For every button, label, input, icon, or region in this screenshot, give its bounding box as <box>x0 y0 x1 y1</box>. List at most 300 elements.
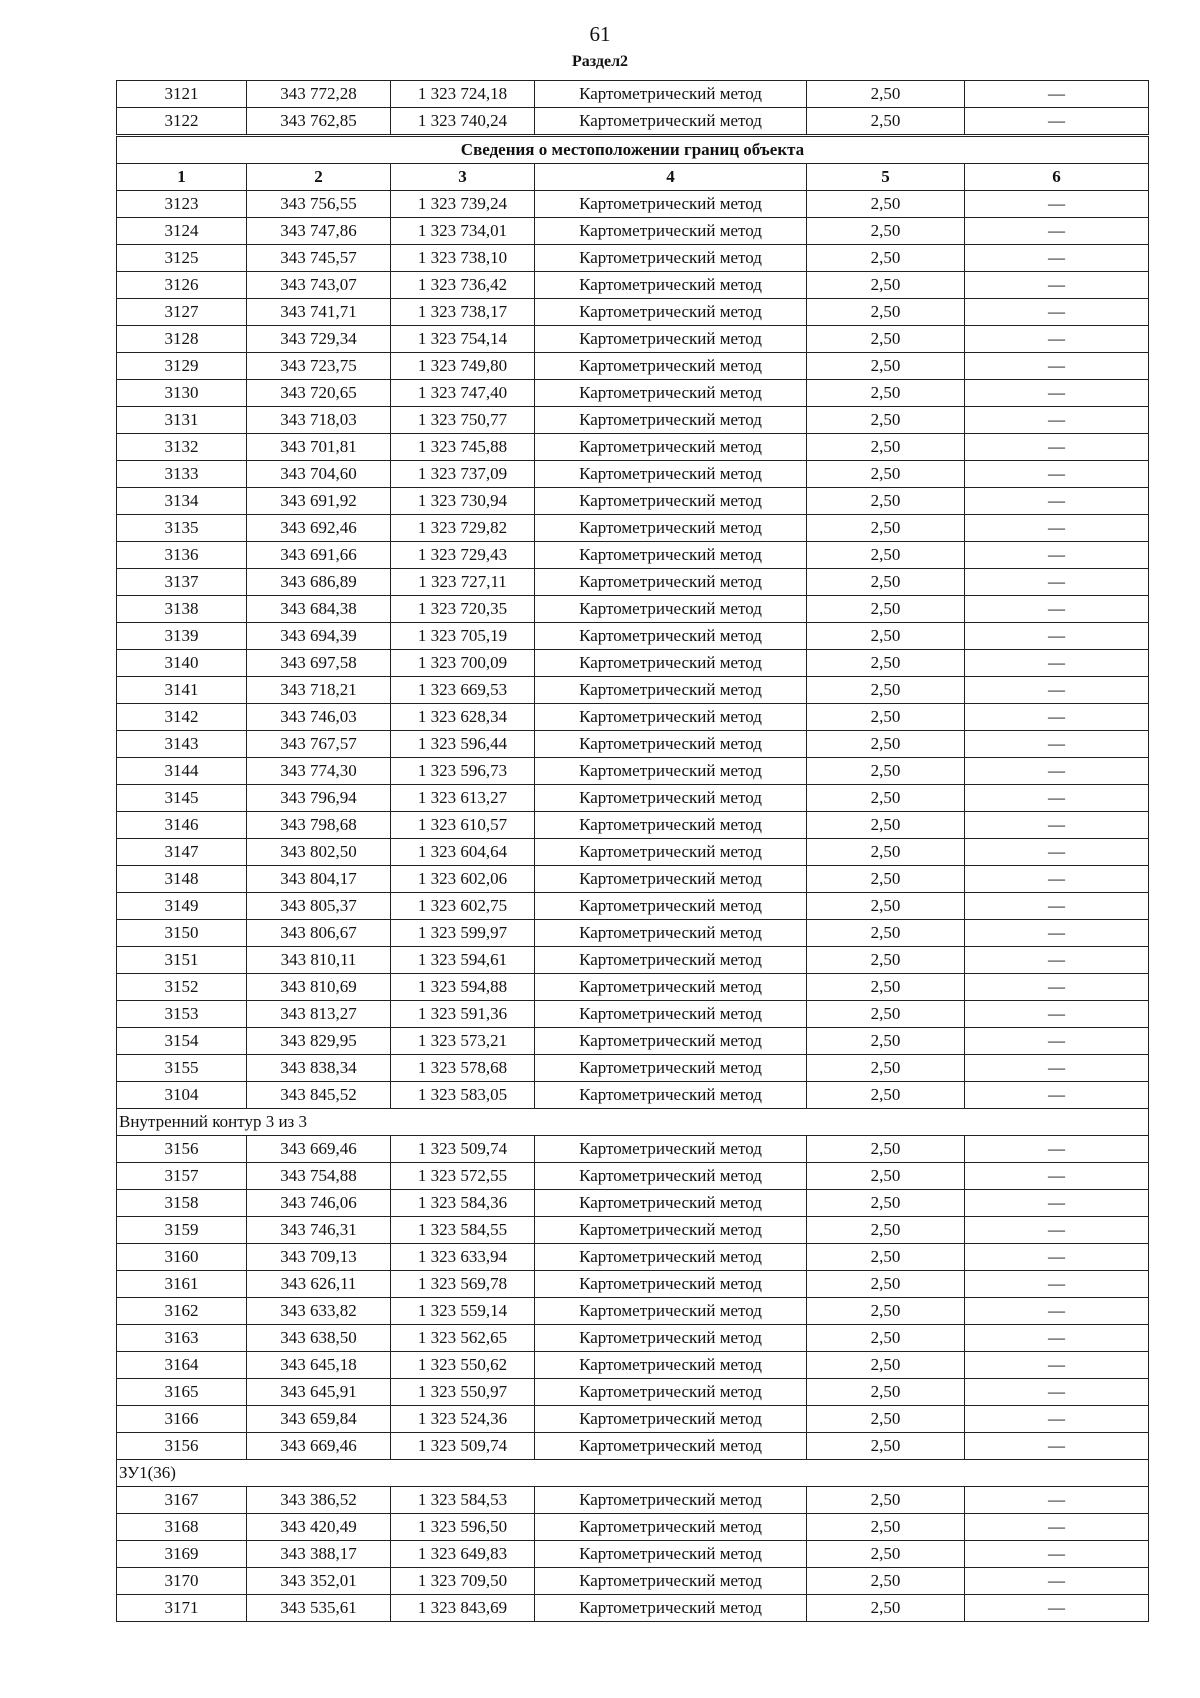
coordinate-x-cell: 343 645,18 <box>247 1352 391 1379</box>
coordinate-y-cell: 1 323 584,53 <box>391 1487 535 1514</box>
accuracy-cell: 2,50 <box>807 731 965 758</box>
point-number-cell: 3165 <box>117 1379 247 1406</box>
point-number-cell: 3128 <box>117 326 247 353</box>
accuracy-cell: 2,50 <box>807 1433 965 1460</box>
point-number-cell: 3131 <box>117 407 247 434</box>
description-cell: — <box>965 1379 1149 1406</box>
coordinate-y-cell: 1 323 610,57 <box>391 812 535 839</box>
coordinate-x-cell: 343 633,82 <box>247 1298 391 1325</box>
method-cell: Картометрический метод <box>535 812 807 839</box>
accuracy-cell: 2,50 <box>807 1541 965 1568</box>
accuracy-cell: 2,50 <box>807 920 965 947</box>
method-cell: Картометрический метод <box>535 407 807 434</box>
column-number-row <box>117 164 1149 191</box>
coordinate-y-cell: 1 323 584,55 <box>391 1217 535 1244</box>
rows-group-2 <box>117 1487 1149 1622</box>
contour-label-row <box>117 1109 1149 1136</box>
description-cell: — <box>965 542 1149 569</box>
coordinate-y-cell: 1 323 573,21 <box>391 1028 535 1055</box>
point-number-cell: 3136 <box>117 542 247 569</box>
table-row <box>117 488 1149 515</box>
coordinate-y-cell: 1 323 602,75 <box>391 893 535 920</box>
accuracy-cell: 2,50 <box>807 677 965 704</box>
description-cell: — <box>965 1190 1149 1217</box>
rows-main <box>117 191 1149 1109</box>
description-cell: — <box>965 1055 1149 1082</box>
point-number-cell: 3130 <box>117 380 247 407</box>
parcel-label-row <box>117 1460 1149 1487</box>
coordinate-y-cell: 1 323 738,17 <box>391 299 535 326</box>
description-cell: — <box>965 488 1149 515</box>
table-row <box>117 434 1149 461</box>
table-row <box>117 1433 1149 1460</box>
coordinate-y-cell: 1 323 709,50 <box>391 1568 535 1595</box>
coordinate-y-cell: 1 323 745,88 <box>391 434 535 461</box>
accuracy-cell: 2,50 <box>807 515 965 542</box>
coordinate-x-cell: 343 691,66 <box>247 542 391 569</box>
description-cell: — <box>965 407 1149 434</box>
coordinate-y-cell: 1 323 591,36 <box>391 1001 535 1028</box>
coordinate-y-cell: 1 323 633,94 <box>391 1244 535 1271</box>
description-cell: — <box>965 596 1149 623</box>
coordinate-y-cell: 1 323 572,55 <box>391 1163 535 1190</box>
coordinate-x-cell: 343 388,17 <box>247 1541 391 1568</box>
accuracy-cell: 2,50 <box>807 542 965 569</box>
point-number-cell: 3170 <box>117 1568 247 1595</box>
coordinate-y-cell: 1 323 594,88 <box>391 974 535 1001</box>
point-number-cell: 3164 <box>117 1352 247 1379</box>
column-number-2: 2 <box>247 164 391 191</box>
table-row <box>117 1487 1149 1514</box>
description-cell: — <box>965 920 1149 947</box>
accuracy-cell: 2,50 <box>807 218 965 245</box>
method-cell: Картометрический метод <box>535 353 807 380</box>
accuracy-cell: 2,50 <box>807 1190 965 1217</box>
method-cell: Картометрический метод <box>535 245 807 272</box>
point-number-cell: 3163 <box>117 1325 247 1352</box>
coordinate-y-cell: 1 323 739,24 <box>391 191 535 218</box>
method-cell: Картометрический метод <box>535 947 807 974</box>
accuracy-cell: 2,50 <box>807 1406 965 1433</box>
description-cell: — <box>965 245 1149 272</box>
method-cell: Картометрический метод <box>535 839 807 866</box>
accuracy-cell: 2,50 <box>807 272 965 299</box>
coordinate-x-cell: 343 804,17 <box>247 866 391 893</box>
accuracy-cell: 2,50 <box>807 299 965 326</box>
coordinate-x-cell: 343 762,85 <box>247 108 391 136</box>
coordinate-y-cell: 1 323 727,11 <box>391 569 535 596</box>
point-number-cell: 3158 <box>117 1190 247 1217</box>
table-row <box>117 1379 1149 1406</box>
coordinate-y-cell: 1 323 729,43 <box>391 542 535 569</box>
method-cell: Картометрический метод <box>535 785 807 812</box>
accuracy-cell: 2,50 <box>807 1217 965 1244</box>
point-number-cell: 3137 <box>117 569 247 596</box>
table-row <box>117 1568 1149 1595</box>
accuracy-cell: 2,50 <box>807 785 965 812</box>
table-row <box>117 1514 1149 1541</box>
table-row <box>117 218 1149 245</box>
table-row <box>117 353 1149 380</box>
point-number-cell: 3135 <box>117 515 247 542</box>
description-cell: — <box>965 1217 1149 1244</box>
accuracy-cell: 2,50 <box>807 1514 965 1541</box>
point-number-cell: 3125 <box>117 245 247 272</box>
coordinate-y-cell: 1 323 750,77 <box>391 407 535 434</box>
point-number-cell: 3143 <box>117 731 247 758</box>
point-number-cell: 3133 <box>117 461 247 488</box>
method-cell: Картометрический метод <box>535 758 807 785</box>
coordinate-x-cell: 343 709,13 <box>247 1244 391 1271</box>
method-cell: Картометрический метод <box>535 893 807 920</box>
coordinate-x-cell: 343 720,65 <box>247 380 391 407</box>
method-cell: Картометрический метод <box>535 1217 807 1244</box>
table-row <box>117 704 1149 731</box>
coordinate-x-cell: 343 638,50 <box>247 1325 391 1352</box>
table-row <box>117 866 1149 893</box>
coordinate-x-cell: 343 746,03 <box>247 704 391 731</box>
coordinate-y-cell: 1 323 730,94 <box>391 488 535 515</box>
coordinate-y-cell: 1 323 562,65 <box>391 1325 535 1352</box>
coordinate-y-cell: 1 323 724,18 <box>391 81 535 108</box>
description-cell: — <box>965 677 1149 704</box>
accuracy-cell: 2,50 <box>807 893 965 920</box>
table-row <box>117 1271 1149 1298</box>
coordinate-y-cell: 1 323 596,44 <box>391 731 535 758</box>
group-1-header <box>117 1109 1149 1136</box>
method-cell: Картометрический метод <box>535 731 807 758</box>
rows-group-1 <box>117 1136 1149 1460</box>
accuracy-cell: 2,50 <box>807 704 965 731</box>
accuracy-cell: 2,50 <box>807 1244 965 1271</box>
description-cell: — <box>965 191 1149 218</box>
accuracy-cell: 2,50 <box>807 245 965 272</box>
point-number-cell: 3149 <box>117 893 247 920</box>
point-number-cell: 3123 <box>117 191 247 218</box>
table-row <box>117 596 1149 623</box>
description-cell: — <box>965 108 1149 136</box>
coordinate-x-cell: 343 669,46 <box>247 1136 391 1163</box>
table-row <box>117 1163 1149 1190</box>
description-cell: — <box>965 81 1149 108</box>
table-row <box>117 108 1149 136</box>
accuracy-cell: 2,50 <box>807 596 965 623</box>
method-cell: Картометрический метод <box>535 920 807 947</box>
coordinate-y-cell: 1 323 584,36 <box>391 1190 535 1217</box>
description-cell: — <box>965 1271 1149 1298</box>
table-row <box>117 1406 1149 1433</box>
coordinate-x-cell: 343 806,67 <box>247 920 391 947</box>
accuracy-cell: 2,50 <box>807 758 965 785</box>
coordinate-x-cell: 343 691,92 <box>247 488 391 515</box>
coordinate-y-cell: 1 323 613,27 <box>391 785 535 812</box>
point-number-cell: 3153 <box>117 1001 247 1028</box>
point-number-cell: 3167 <box>117 1487 247 1514</box>
description-cell: — <box>965 704 1149 731</box>
description-cell: — <box>965 1244 1149 1271</box>
method-cell: Картометрический метод <box>535 1487 807 1514</box>
method-cell: Картометрический метод <box>535 1352 807 1379</box>
accuracy-cell: 2,50 <box>807 812 965 839</box>
coordinate-y-cell: 1 323 569,78 <box>391 1271 535 1298</box>
coordinate-x-cell: 343 745,57 <box>247 245 391 272</box>
description-cell: — <box>965 893 1149 920</box>
description-cell: — <box>965 758 1149 785</box>
accuracy-cell: 2,50 <box>807 1163 965 1190</box>
accuracy-cell: 2,50 <box>807 947 965 974</box>
description-cell: — <box>965 812 1149 839</box>
point-number-cell: 3132 <box>117 434 247 461</box>
description-cell: — <box>965 353 1149 380</box>
description-cell: — <box>965 1487 1149 1514</box>
point-number-cell: 3155 <box>117 1055 247 1082</box>
accuracy-cell: 2,50 <box>807 1379 965 1406</box>
method-cell: Картометрический метод <box>535 974 807 1001</box>
method-cell: Картометрический метод <box>535 650 807 677</box>
table-row <box>117 1298 1149 1325</box>
coordinate-x-cell: 343 743,07 <box>247 272 391 299</box>
point-number-cell: 3140 <box>117 650 247 677</box>
method-cell: Картометрический метод <box>535 1001 807 1028</box>
accuracy-cell: 2,50 <box>807 1028 965 1055</box>
table-row <box>117 1352 1149 1379</box>
point-number-cell: 3148 <box>117 866 247 893</box>
coordinate-x-cell: 343 810,69 <box>247 974 391 1001</box>
accuracy-cell: 2,50 <box>807 623 965 650</box>
method-cell: Картометрический метод <box>535 1595 807 1622</box>
accuracy-cell: 2,50 <box>807 1055 965 1082</box>
coordinate-y-cell: 1 323 559,14 <box>391 1298 535 1325</box>
description-cell: — <box>965 785 1149 812</box>
point-number-cell: 3124 <box>117 218 247 245</box>
method-cell: Картометрический метод <box>535 596 807 623</box>
accuracy-cell: 2,50 <box>807 569 965 596</box>
point-number-cell: 3157 <box>117 1163 247 1190</box>
table-row <box>117 1325 1149 1352</box>
accuracy-cell: 2,50 <box>807 434 965 461</box>
table-row <box>117 569 1149 596</box>
description-cell: — <box>965 434 1149 461</box>
table-row <box>117 1190 1149 1217</box>
method-cell: Картометрический метод <box>535 1541 807 1568</box>
point-number-cell: 3161 <box>117 1271 247 1298</box>
column-number-1: 1 <box>117 164 247 191</box>
point-number-cell: 3134 <box>117 488 247 515</box>
accuracy-cell: 2,50 <box>807 1271 965 1298</box>
coordinate-x-cell: 343 420,49 <box>247 1514 391 1541</box>
coordinate-y-cell: 1 323 524,36 <box>391 1406 535 1433</box>
coordinate-x-cell: 343 756,55 <box>247 191 391 218</box>
column-number-6: 6 <box>965 164 1149 191</box>
coordinate-x-cell: 343 810,11 <box>247 947 391 974</box>
method-cell: Картометрический метод <box>535 1244 807 1271</box>
accuracy-cell: 2,50 <box>807 380 965 407</box>
point-number-cell: 3156 <box>117 1136 247 1163</box>
accuracy-cell: 2,50 <box>807 1487 965 1514</box>
description-cell: — <box>965 1568 1149 1595</box>
method-cell: Картометрический метод <box>535 380 807 407</box>
coordinate-x-cell: 343 838,34 <box>247 1055 391 1082</box>
method-cell: Картометрический метод <box>535 1298 807 1325</box>
coordinate-y-cell: 1 323 738,10 <box>391 245 535 272</box>
coordinate-x-cell: 343 746,31 <box>247 1217 391 1244</box>
parcel-label: ЗУ1(36) <box>117 1460 1149 1487</box>
description-cell: — <box>965 218 1149 245</box>
table-row <box>117 893 1149 920</box>
coordinate-y-cell: 1 323 509,74 <box>391 1136 535 1163</box>
point-number-cell: 3168 <box>117 1514 247 1541</box>
column-number-3: 3 <box>391 164 535 191</box>
point-number-cell: 3166 <box>117 1406 247 1433</box>
description-cell: — <box>965 515 1149 542</box>
description-cell: — <box>965 1406 1149 1433</box>
coordinate-x-cell: 343 697,58 <box>247 650 391 677</box>
table-row <box>117 461 1149 488</box>
method-cell: Картометрический метод <box>535 1163 807 1190</box>
table-row <box>117 299 1149 326</box>
coordinates-table <box>116 80 1149 1622</box>
table-row <box>117 947 1149 974</box>
coordinate-x-cell: 343 845,52 <box>247 1082 391 1109</box>
point-number-cell: 3154 <box>117 1028 247 1055</box>
coordinate-y-cell: 1 323 596,50 <box>391 1514 535 1541</box>
description-cell: — <box>965 1514 1149 1541</box>
accuracy-cell: 2,50 <box>807 839 965 866</box>
description-cell: — <box>965 1001 1149 1028</box>
method-cell: Картометрический метод <box>535 515 807 542</box>
point-number-cell: 3159 <box>117 1217 247 1244</box>
method-cell: Картометрический метод <box>535 488 807 515</box>
table-row <box>117 1028 1149 1055</box>
coordinate-x-cell: 343 718,03 <box>247 407 391 434</box>
point-number-cell: 3121 <box>117 81 247 108</box>
accuracy-cell: 2,50 <box>807 461 965 488</box>
point-number-cell: 3144 <box>117 758 247 785</box>
coordinate-x-cell: 343 796,94 <box>247 785 391 812</box>
coordinate-y-cell: 1 323 700,09 <box>391 650 535 677</box>
method-cell: Картометрический метод <box>535 108 807 136</box>
method-cell: Картометрический метод <box>535 1028 807 1055</box>
description-cell: — <box>965 569 1149 596</box>
coordinate-y-cell: 1 323 602,06 <box>391 866 535 893</box>
coordinate-x-cell: 343 701,81 <box>247 434 391 461</box>
rows-before <box>117 81 1149 136</box>
accuracy-cell: 2,50 <box>807 108 965 136</box>
coordinate-x-cell: 343 798,68 <box>247 812 391 839</box>
table-row <box>117 1001 1149 1028</box>
coordinate-y-cell: 1 323 754,14 <box>391 326 535 353</box>
coordinate-y-cell: 1 323 736,42 <box>391 272 535 299</box>
table-caption-row <box>117 136 1149 164</box>
point-number-cell: 3126 <box>117 272 247 299</box>
description-cell: — <box>965 731 1149 758</box>
point-number-cell: 3150 <box>117 920 247 947</box>
method-cell: Картометрический метод <box>535 1082 807 1109</box>
method-cell: Картометрический метод <box>535 1379 807 1406</box>
coordinate-x-cell: 343 659,84 <box>247 1406 391 1433</box>
table-row <box>117 380 1149 407</box>
coordinate-y-cell: 1 323 596,73 <box>391 758 535 785</box>
table-row <box>117 326 1149 353</box>
coordinate-x-cell: 343 684,38 <box>247 596 391 623</box>
description-cell: — <box>965 866 1149 893</box>
coordinate-y-cell: 1 323 550,97 <box>391 1379 535 1406</box>
page-number: 61 <box>589 22 611 46</box>
contour-label: Внутренний контур 3 из 3 <box>117 1109 1149 1136</box>
method-cell: Картометрический метод <box>535 569 807 596</box>
accuracy-cell: 2,50 <box>807 1136 965 1163</box>
coordinate-y-cell: 1 323 669,53 <box>391 677 535 704</box>
accuracy-cell: 2,50 <box>807 1568 965 1595</box>
coordinate-x-cell: 343 386,52 <box>247 1487 391 1514</box>
coordinate-x-cell: 343 741,71 <box>247 299 391 326</box>
accuracy-cell: 2,50 <box>807 1595 965 1622</box>
accuracy-cell: 2,50 <box>807 866 965 893</box>
point-number-cell: 3156 <box>117 1433 247 1460</box>
description-cell: — <box>965 272 1149 299</box>
table-row <box>117 1595 1149 1622</box>
accuracy-cell: 2,50 <box>807 353 965 380</box>
point-number-cell: 3141 <box>117 677 247 704</box>
table-row <box>117 650 1149 677</box>
table-row <box>117 1541 1149 1568</box>
table-row <box>117 1136 1149 1163</box>
method-cell: Картометрический метод <box>535 461 807 488</box>
method-cell: Картометрический метод <box>535 866 807 893</box>
coordinate-x-cell: 343 747,86 <box>247 218 391 245</box>
table-row <box>117 974 1149 1001</box>
coordinate-y-cell: 1 323 628,34 <box>391 704 535 731</box>
point-number-cell: 3162 <box>117 1298 247 1325</box>
accuracy-cell: 2,50 <box>807 1298 965 1325</box>
point-number-cell: 3151 <box>117 947 247 974</box>
description-cell: — <box>965 1433 1149 1460</box>
coordinate-x-cell: 343 686,89 <box>247 569 391 596</box>
point-number-cell: 3129 <box>117 353 247 380</box>
table-row <box>117 81 1149 108</box>
point-number-cell: 3171 <box>117 1595 247 1622</box>
point-number-cell: 3142 <box>117 704 247 731</box>
coordinate-x-cell: 343 774,30 <box>247 758 391 785</box>
method-cell: Картометрический метод <box>535 1514 807 1541</box>
coordinate-y-cell: 1 323 578,68 <box>391 1055 535 1082</box>
table-row <box>117 677 1149 704</box>
table-row <box>117 1217 1149 1244</box>
column-number-5: 5 <box>807 164 965 191</box>
coordinate-x-cell: 343 352,01 <box>247 1568 391 1595</box>
column-number-4: 4 <box>535 164 807 191</box>
coordinate-y-cell: 1 323 583,05 <box>391 1082 535 1109</box>
table-row <box>117 542 1149 569</box>
description-cell: — <box>965 299 1149 326</box>
method-cell: Картометрический метод <box>535 704 807 731</box>
description-cell: — <box>965 380 1149 407</box>
table-row <box>117 731 1149 758</box>
description-cell: — <box>965 650 1149 677</box>
table-row <box>117 839 1149 866</box>
description-cell: — <box>965 1136 1149 1163</box>
table-row <box>117 191 1149 218</box>
method-cell: Картометрический метод <box>535 623 807 650</box>
accuracy-cell: 2,50 <box>807 407 965 434</box>
coordinate-x-cell: 343 626,11 <box>247 1271 391 1298</box>
table-row <box>117 623 1149 650</box>
point-number-cell: 3147 <box>117 839 247 866</box>
method-cell: Картометрический метод <box>535 1433 807 1460</box>
point-number-cell: 3138 <box>117 596 247 623</box>
table-row <box>117 1055 1149 1082</box>
coordinate-y-cell: 1 323 649,83 <box>391 1541 535 1568</box>
